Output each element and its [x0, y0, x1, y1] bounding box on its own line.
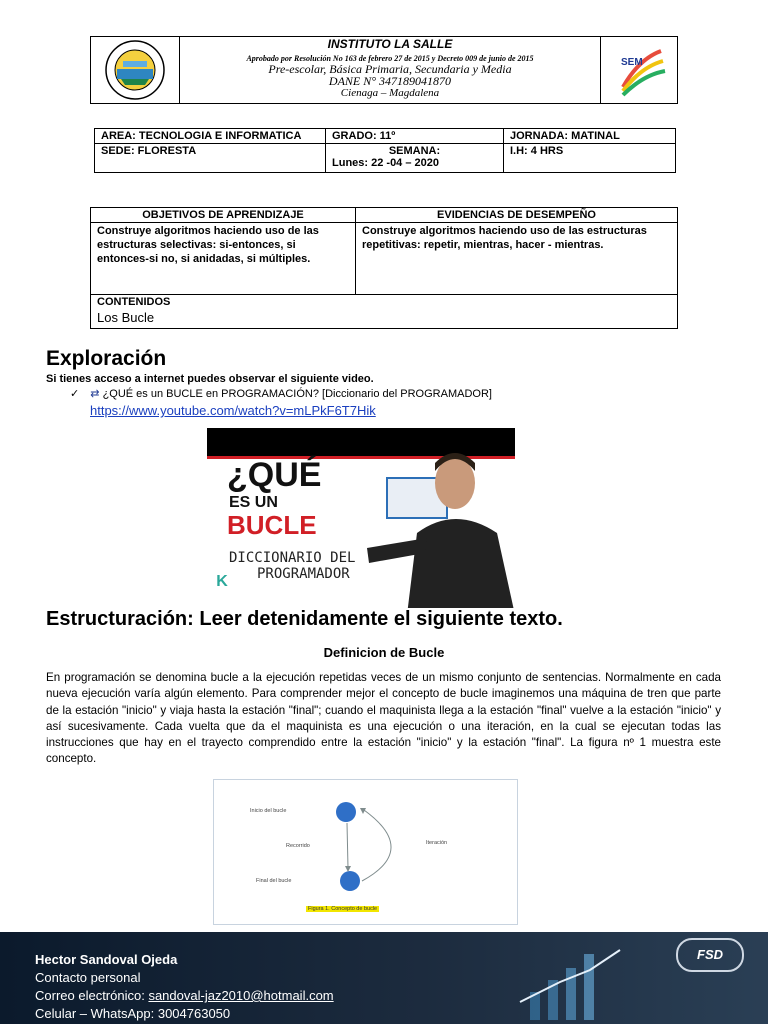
footer-phone-line: [35, 1006, 230, 1021]
header-table: [90, 36, 678, 104]
header-center: [180, 37, 600, 103]
footer-contact: Contacto personal: [35, 970, 141, 985]
cycle-icon: ⇄: [90, 388, 100, 400]
video-thumbnail[interactable]: [207, 428, 515, 615]
fig-final-label: Final del bucle: [256, 878, 292, 884]
jornada-cell: JORNADA: MATINAL: [504, 129, 676, 144]
footer-email-label: Correo electrónico:: [35, 988, 149, 1003]
fig-iteracion-label: Iteración: [426, 840, 448, 846]
exploracion-title: Exploración: [46, 347, 167, 370]
video-title: ¿QUÉ es un BUCLE en PROGRAMACIÓN? [Diccionario del PROGRAMADOR]: [102, 388, 492, 400]
contenidos-label: CONTENIDOS: [97, 296, 171, 308]
levels-text: Pre-escolar, Básica Primaria, Secundaria y Media: [268, 62, 512, 76]
contenidos-value: Los Bucle: [97, 310, 155, 325]
footer-phone-label: Celular – WhatsApp:: [35, 1006, 158, 1021]
fig-caption: Figura 1. Concepto de bucle: [308, 906, 378, 912]
school-logo-cell: [91, 37, 180, 103]
thumb-brand-icon: K: [211, 571, 233, 593]
sem-logo-cell: [600, 37, 677, 103]
video-list-item: [70, 387, 492, 400]
definicion-title: Definicion de Bucle: [323, 645, 445, 660]
footer-email-line: [35, 988, 334, 1003]
fsd-logo: FSD: [676, 938, 744, 972]
school-logo-icon: [91, 37, 179, 103]
grado-cell: GRADO: 11º: [326, 129, 504, 144]
objectives-header: OBJETIVOS DE APRENDIZAJE: [91, 208, 356, 223]
contact-footer: [0, 932, 768, 1024]
ih-cell: I.H: 4 HRS: [504, 144, 676, 173]
evidences-header: EVIDENCIAS DE DESEMPEÑO: [356, 208, 678, 223]
footer-name: Hector Sandoval Ojeda: [35, 952, 178, 967]
video-link[interactable]: https://www.youtube.com/watch?v=mLPkF6T7Hik: [90, 403, 376, 418]
contenidos-cell: [91, 295, 678, 329]
info-table: [94, 128, 676, 173]
objectives-table: [90, 207, 678, 329]
estructuracion-title: Estructuración: Leer detenidamente el siguiente texto.: [46, 608, 563, 630]
sem-logo-text: SEM: [621, 57, 643, 68]
footer-phone: 3004763050: [157, 1006, 231, 1021]
dane-text: DANE N° 347189041870: [328, 74, 452, 88]
city-text: Cienaga – Magdalena: [340, 87, 440, 99]
fig-recorrido-label: Recorrido: [286, 843, 310, 849]
thumb-line5: PROGRAMADOR: [257, 566, 350, 582]
thumb-line1: ¿QUÉ: [227, 456, 322, 494]
thumb-line3: BUCLE: [227, 510, 317, 540]
loop-diagram: [214, 780, 517, 924]
sem-logo-icon: [601, 37, 677, 103]
check-icon: ✓: [70, 388, 80, 400]
approval-text: Aprobado por Resolución No 163 de febrero 27 de 2015 y Decreto 009 de junio de 2015: [246, 54, 534, 63]
objectives-text: Construye algoritmos haciendo uso de las estructuras selectivas: si-entonces, si entonces-si no, si anidadas, si múltiples.: [91, 223, 356, 295]
thumb-line4: DICCIONARIO DEL: [229, 550, 356, 566]
institution-name: INSTITUTO LA SALLE: [327, 37, 453, 51]
exploracion-intro: Si tienes acceso a internet puedes observar el siguiente video.: [46, 373, 374, 385]
fig-inicio-label: Inicio del bucle: [250, 808, 287, 814]
presenter-image: [347, 453, 515, 615]
footer-email-link[interactable]: sandoval-jaz2010@hotmail.com: [148, 988, 334, 1003]
semana-value: Lunes: 22 -04 – 2020: [332, 157, 440, 169]
semana-label: SEMANA:: [388, 145, 441, 157]
definicion-paragraph: En programación se denomina bucle a la ejecución repetidas veces de un mismo conjunto de sentencias. Normalmente en cada nueva ejecución varía algún elemento. Para comprender mejor el concepto de bucle imaginemos una máquina de tren que parte de la estación "inicio" y viaja hasta la estación "final"; cuando el maquinista llega a la estación "final" vuelve a la estación "inicio" y así sucesivamente. Cada vuelta que da el maquinista es una ejecución o una iteración, en la cual se ejecutan todas las instrucciones que hay en el trayecto comprendido entre la estación "inicio" y la estación "final". La figura nº 1 muestra este concepto.: [46, 671, 721, 766]
thumb-line2: ES UN: [229, 494, 278, 511]
semana-cell: [326, 144, 504, 173]
area-cell: AREA: TECNOLOGIA E INFORMATICA: [95, 129, 326, 144]
sede-cell: SEDE: FLORESTA: [95, 144, 326, 173]
evidences-text: Construye algoritmos haciendo uso de las estructuras repetitivas: repetir, mientras, hacer - mientras.: [356, 223, 678, 295]
loop-figure: [213, 779, 518, 925]
